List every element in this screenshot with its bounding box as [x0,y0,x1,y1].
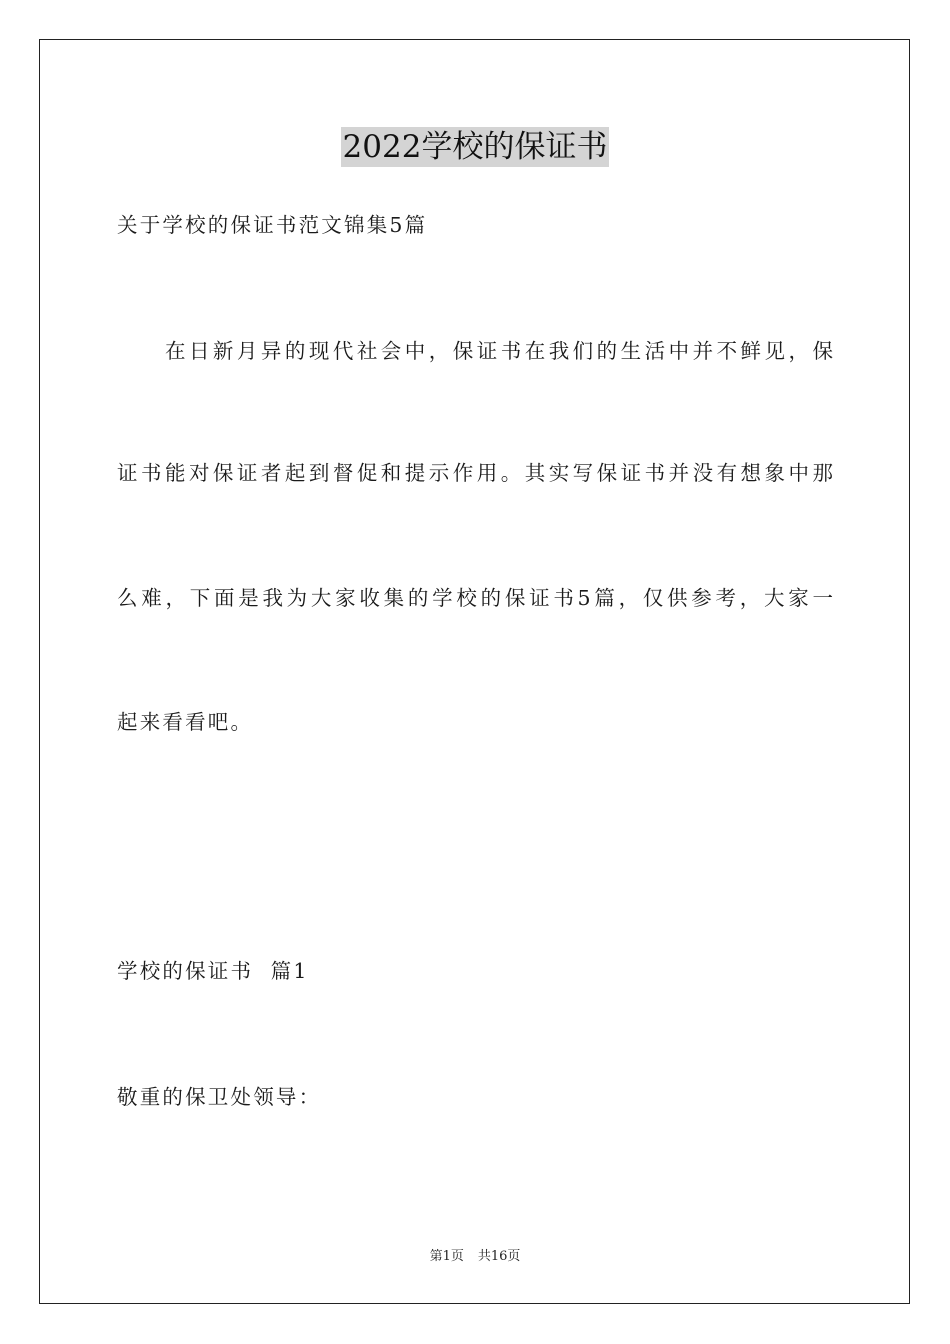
page-number: 第1页 [429,1249,464,1264]
intro-line-2: 证书能对保证者起到督促和提示作用。其实写保证书并没有想象中那 [117,461,833,485]
page-total: 共16页 [477,1249,521,1264]
intro-line-3: 么难，下面是我为大家收集的学校的保证书5篇，仅供参考，大家一 [117,586,833,610]
document-title: 2022学校的保证书 [342,129,608,165]
salutation: 敬重的保卫处领导： [117,1085,322,1109]
section-heading: 学校的保证书 篇1 [117,959,309,983]
document-subtitle: 关于学校的保证书范文锦集5篇 [117,213,428,237]
intro-line-4: 起来看看吧。 [117,710,254,734]
page-footer [0,1248,950,1266]
intro-line-1: 在日新月异的现代社会中，保证书在我们的生活中并不鲜见，保 [117,339,833,363]
title-container [0,127,950,167]
